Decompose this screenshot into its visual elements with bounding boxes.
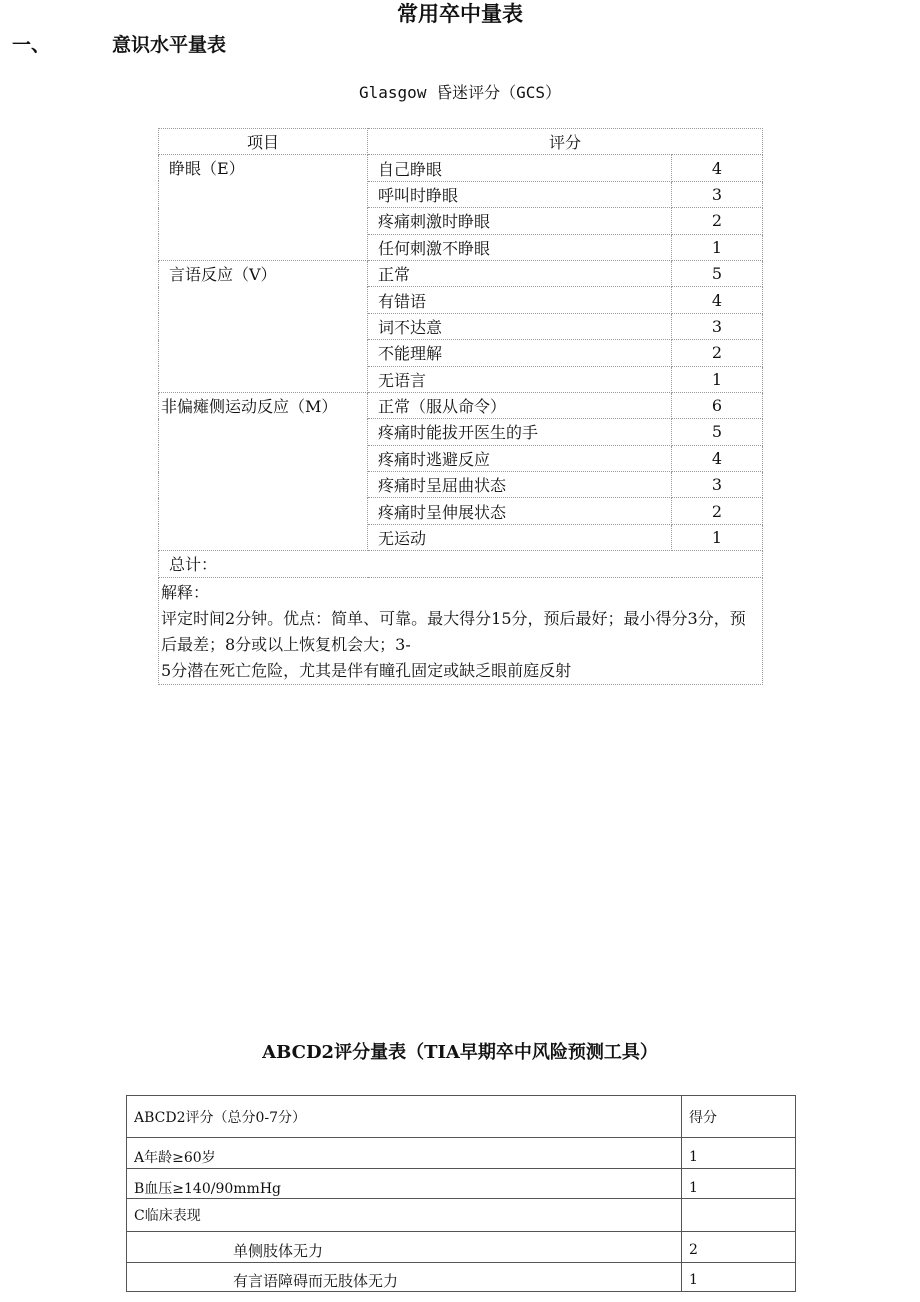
row-score: 1: [672, 234, 763, 260]
row-score: 1: [682, 1138, 796, 1169]
row-label: 正常: [368, 260, 672, 286]
row-score: 1: [672, 366, 763, 392]
row-label: A年龄≥60岁: [127, 1138, 682, 1169]
row-label: 不能理解: [368, 340, 672, 366]
header-score: 评分: [368, 129, 763, 155]
row-label: C临床表现: [127, 1199, 682, 1232]
gcs-table-title: Glasgow 昏迷评分（GCS）: [359, 83, 561, 102]
table-row: [127, 1263, 796, 1292]
row-label: 疼痛刺激时睁眼: [368, 208, 672, 234]
header-score: 得分: [682, 1096, 796, 1138]
row-label: 疼痛时呈屈曲状态: [368, 472, 672, 498]
table-row: [127, 1232, 796, 1263]
section-number: 一、: [12, 34, 51, 56]
abcd2-table: [126, 1095, 796, 1292]
header-item: 项目: [159, 129, 368, 155]
row-score: 4: [672, 445, 763, 471]
row-label: 呼叫时睁眼: [368, 181, 672, 207]
row-label: 任何刺激不睁眼: [368, 234, 672, 260]
row-score: 5: [672, 419, 763, 445]
table-row: [159, 260, 763, 286]
total-label: 总计：: [159, 551, 763, 577]
table-header-row: [159, 129, 763, 155]
row-score: 2: [672, 498, 763, 524]
document-title: 常用卒中量表: [397, 2, 523, 26]
category-eye: 睁眼（E）: [159, 155, 368, 261]
table-row: [159, 392, 763, 418]
row-score: [682, 1199, 796, 1232]
notes-line: 5分潜在死亡危险，尤其是伴有瞳孔固定或缺乏眼前庭反射: [161, 660, 572, 680]
row-score: 5: [672, 260, 763, 286]
section-title: 意识水平量表: [112, 34, 227, 56]
notes-label: 解释：: [161, 582, 210, 602]
row-label: 有错语: [368, 287, 672, 313]
row-label: 正常（服从命令）: [368, 392, 672, 418]
row-score: 2: [682, 1232, 796, 1263]
row-label: 疼痛时呈伸展状态: [368, 498, 672, 524]
table-row: [127, 1138, 796, 1169]
row-score: 4: [672, 155, 763, 181]
row-label: 疼痛时能拔开医生的手: [368, 419, 672, 445]
table-row: [127, 1169, 796, 1199]
table-row: [127, 1199, 796, 1232]
row-score: 2: [672, 208, 763, 234]
sub-row-label: 单侧肢体无力: [127, 1232, 682, 1263]
row-score: 2: [672, 340, 763, 366]
category-motor: 非偏瘫侧运动反应（M）: [159, 392, 368, 550]
table-header-row: [127, 1096, 796, 1138]
sub-row-label: 有言语障碍而无肢体无力: [127, 1263, 682, 1292]
abcd2-table-title: ABCD2评分量表（TIA早期卒中风险预测工具）: [262, 1042, 658, 1063]
row-score: 6: [672, 392, 763, 418]
notes-cell: [159, 577, 763, 684]
category-verbal: 言语反应（V）: [159, 260, 368, 392]
row-score: 4: [672, 287, 763, 313]
row-label: 无运动: [368, 524, 672, 550]
total-row: [159, 551, 763, 577]
row-label: 无语言: [368, 366, 672, 392]
row-score: 1: [672, 524, 763, 550]
table-row: [159, 155, 763, 181]
row-score: 3: [672, 472, 763, 498]
row-label: B血压≥140/90mmHg: [127, 1169, 682, 1199]
notes-line: 评定时间2分钟。优点：简单、可靠。最大得分15分，预后最好；最小得分3分，预后最差；8分或以上恢复机会大；3-: [161, 608, 746, 654]
gcs-table: [158, 128, 763, 685]
row-label: 自己睁眼: [368, 155, 672, 181]
row-label: 词不达意: [368, 313, 672, 339]
row-score: 3: [672, 313, 763, 339]
notes-row: [159, 577, 763, 684]
header-item: ABCD2评分（总分0-7分）: [127, 1096, 682, 1138]
row-score: 3: [672, 181, 763, 207]
row-score: 1: [682, 1169, 796, 1199]
row-score: 1: [682, 1263, 796, 1292]
row-label: 疼痛时逃避反应: [368, 445, 672, 471]
